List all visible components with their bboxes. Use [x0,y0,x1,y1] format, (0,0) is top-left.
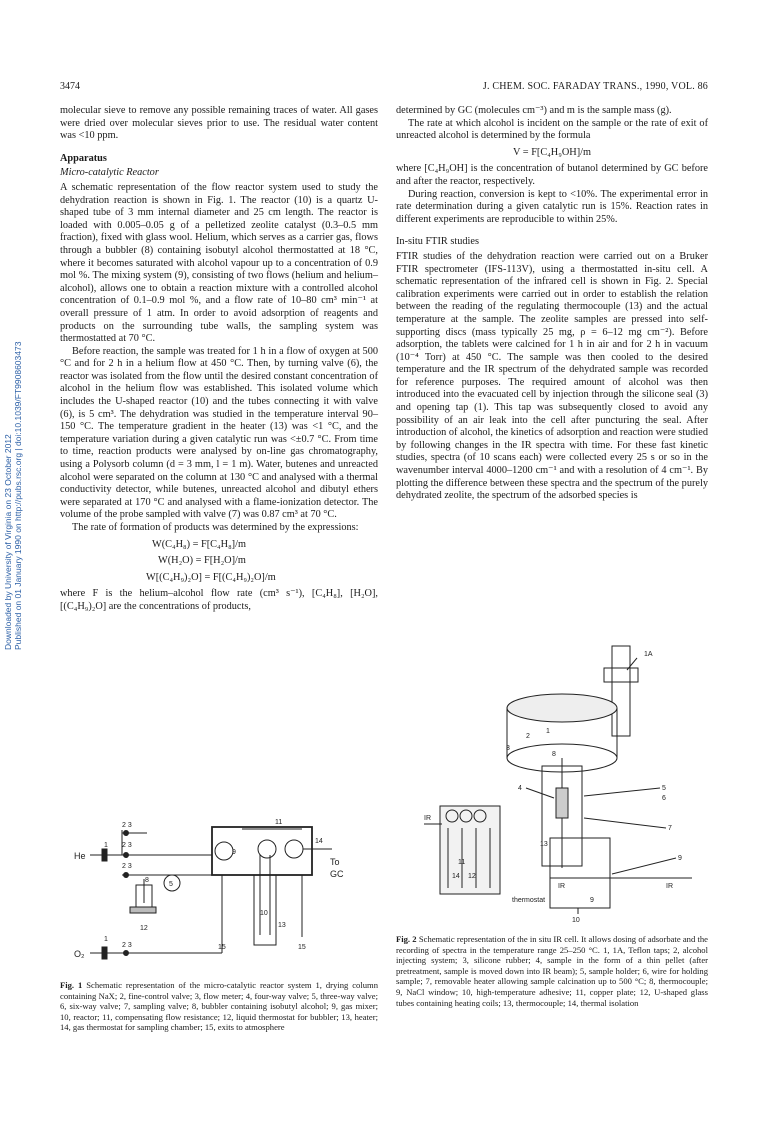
svg-text:10: 10 [260,910,268,917]
figure-1-caption: Fig. 1 Schematic representation of the micro-catalytic reactor system 1, drying column containing NaX; 2, fine-control valve; 3, flow meter; 4, four-way valve; 5, three-way valve; 6, six-way valve; 7, sampling valve; 8, bubbler containing isobutyl alcohol; 9, gas mixer; 10, reactor; 11, compensating flow resistance; 12, liquid thermostat for bubbler; 13, heater; 14, gas thermostat for sampling chamber; 15, exits to atmosphere [60,980,378,1033]
svg-text:5: 5 [169,881,173,888]
svg-text:IR: IR [424,815,431,822]
svg-text:2 3: 2 3 [122,842,132,849]
svg-text:4: 4 [518,785,522,792]
figure-1-reactor-schematic [62,815,378,975]
equation-butene: W(C₄H₈) = F[C₄H₈]/m [152,538,246,550]
svg-text:IR: IR [666,883,673,890]
journal-header: J. CHEM. SOC. FARADAY TRANS., 1990, VOL. 86 [482,81,708,92]
svg-text:9: 9 [232,849,236,856]
paragraph: During reaction, conversion is kept to <10%. The experimental error in rate determination during a given catalytic run is 15%. Reaction rates in different experiments are reproducible to within 25%. [396,188,708,225]
svg-text:9: 9 [590,897,594,904]
paragraph: FTIR studies of the dehydration reaction were carried out on a Bruker FTIR spectrometer (IFS-113V), using a thermostatted in-situ cell. A schematic representation of the infrared cell is shown in Fig. 2. Special calibration experiments were carried out in order to establish the relation between the reading of the regulating thermocouple (13) and the actual temperature at the sample. The zeolite samples are pressed into self-supporting discs (mass typically 25 mg, ρ = 6–12 mg cm⁻²). Before adsorption, the tablets were calcined for 1 h in air and for 2 h in vacuum (10⁻⁴ Torr) at 450 °C. The sample was then cooled to the desired temperature and the IR spectrum of the dehydrated sample was recorded for reference purposes. The required amount of alcohol was then introduced into the evacuated cell by injection through the silicone seal (3) and opening tap (1). This tap was subsequently closed to avoid any possibility of an air leak into the cell after puncturing the seal. After introduction of alcohol, the kinetics of adsorption and reaction were studied by following changes in the IR spectra with time. For these fast kinetic studies, spectra (of 10 scans each) were collected every 25 s or so in the wavenumber interval 4000–1200 cm⁻¹ and with a resolution of 4 cm⁻¹. By plotting the difference between these spectra and the spectrum of the purely dehydrated zeolite, the spectrum of the adsorbed species is [396,250,708,502]
paragraph: The rate of formation of products was determined by the expressions: [72,522,359,533]
svg-text:13: 13 [278,922,286,929]
paragraph: molecular sieve to remove any possible remaining traces of water. All gases were dried over molecular sieves prior to use. The residual water content was <10 ppm. [60,105,378,142]
paragraph: Before reaction, the sample was treated for 1 h in a flow of oxygen at 500 °C and for 2 h in a helium flow at 450 °C. Then, by turning valve (6), the reactor was isolated from the flow until the desired constant concentration of alcohol in the helium flow was established. This isolated volume which includes the U-shaped reactor (10) and the tubes connecting it with valve (6), is 5 cm³. The dehydration was studied in the temperature interval 90–150 °C. The temperature gradient in the heater (13) was <1 °C, and the temperature variation during a given catalytic run was <±0.7 °C. From time to time, reaction products were analysed by on-line gas chromatography, using a Polysorb column (d = 3 mm, l = 1 m). Water, butenes and unreacted alcohol were separated on the column at 130 °C and analysed with a thermal conductivity detector, while butenes, unreacted alcohol and dibutyl ethers were separated at 170 °C and analysed with a flame-ionization detector. The volume of the probe sampled with valve (7) was 0.87 cm³ at 70 °C. [60,345,378,521]
svg-text:thermostat: thermostat [512,897,546,904]
svg-text:14: 14 [452,873,460,880]
svg-text:10: 10 [572,917,580,924]
page-number: 3474 [60,81,80,92]
svg-text:2: 2 [526,733,530,740]
label-o2: O₂ [74,949,85,959]
svg-text:12: 12 [140,925,148,932]
svg-text:8: 8 [145,877,149,884]
label-to: To [330,857,340,867]
svg-text:11: 11 [275,819,283,826]
paragraph: where F is the helium–alcohol flow rate (cm³ s⁻¹), [C₄H₈], [H₂O], [(C₄H₉)₂O] are the concentrations of products, [60,588,378,612]
subsection-heading-ftir: In-situ FTIR studies [396,236,479,248]
svg-text:1: 1 [104,936,108,943]
paragraph: The rate at which alcohol is incident on the sample or the rate of exit of unreacted alcohol is determined by the formula [396,117,708,142]
svg-text:IR: IR [558,883,565,890]
svg-text:14: 14 [315,838,323,845]
svg-text:5: 5 [662,785,666,792]
equation-water: W(H₂O) = F[H₂O]/m [158,555,246,567]
svg-text:11: 11 [458,859,466,866]
svg-text:9: 9 [678,855,682,862]
download-note[interactable]: Downloaded by University of Virginia on 23 October 2012 [3,434,13,650]
doi-link[interactable]: Published on 01 January 1990 on http://pubs.rsc.org | doi:10.1039/FT9908603473 [13,341,23,650]
label-gc: GC [330,869,344,879]
svg-text:2 3: 2 3 [122,822,132,829]
label-he: He [74,851,86,861]
section-heading-apparatus: Apparatus [60,152,107,164]
svg-text:6: 6 [662,795,666,802]
right-column [396,105,708,503]
paragraph: determined by GC (molecules cm⁻³) and m is the sample mass (g). [396,105,672,116]
svg-text:12: 12 [468,873,476,880]
svg-text:8: 8 [552,751,556,758]
paragraph: A schematic representation of the flow reactor system used to study the dehydration reaction is shown in Fig. 1. The reactor (10) is a quartz U-shaped tube of 3 mm internal diameter and 25 cm length. The reactor is loaded with 0.005–0.05 g of a pelletized zeolite catalyst (0.3–0.5 mm fraction), fixed with glass wool. Helium, which serves as a carrier gas, flows through a bubbler (8) containing isobutyl alcohol thermostatted at 18 °C, where it becomes saturated with alcohol vapour up to a concentration of 0.9 mol %. The mixing system (9), consisting of two flows (helium and helium–alcohol), allows one to obtain a reaction mixture with a controlled alcohol concentration of 0.1–0.9 mol %, and a flow rate of 10–80 cm³ min⁻¹ at overall pressure of 1 atm. In order to avoid adsorption of reagents and products on the surrounding tube walls, the sampling system was thermostatted at 70 °C. [60,181,378,345]
svg-text:15: 15 [298,944,306,951]
svg-text:13: 13 [540,841,548,848]
paragraph: where [C₄H₉OH] is the concentration of butanol determined by GC before and after the reactor, respectively. [396,163,708,187]
figure-2-caption: Fig. 2 Schematic representation of the in situ IR cell. It allows dosing of adsorbate and the recording of spectra in the temperature range 25–250 °C. 1, 1A, Teflon taps; 2, alcohol injecting system; 3, silicone rubber; 4, sample in the form of a thin pellet (after pretreatment, sample is moved down into IR beam); 5, sample holder; 6, wire for holding sample; 7, removable heater allowing sample calcination up to 500 °C; 8, thermocouple; 9, NaCl window; 10, high-temperature adhesive; 11, copper plate; 12, U-shaped glass tubes containing heating coils; 13, thermocouple; 14, thermal isolation [396,934,708,1008]
equation-ether: W[(C₄H₉)₂O] = F[(C₄H₉)₂O]/m [146,571,276,583]
svg-text:2 3: 2 3 [122,942,132,949]
subsection-heading-reactor: Micro-catalytic Reactor [60,167,159,179]
svg-text:1A: 1A [644,651,653,658]
svg-text:7: 7 [668,825,672,832]
equation-alcohol-rate: V = F[C₄H₉OH]/m [512,146,592,158]
svg-text:15: 15 [218,944,226,951]
svg-text:2 3: 2 3 [122,863,132,870]
svg-text:1: 1 [104,842,108,849]
figure-2-ir-cell [422,638,712,930]
svg-text:1: 1 [546,728,550,735]
left-column [60,105,378,614]
svg-text:3: 3 [506,745,510,752]
download-watermark [3,180,23,650]
